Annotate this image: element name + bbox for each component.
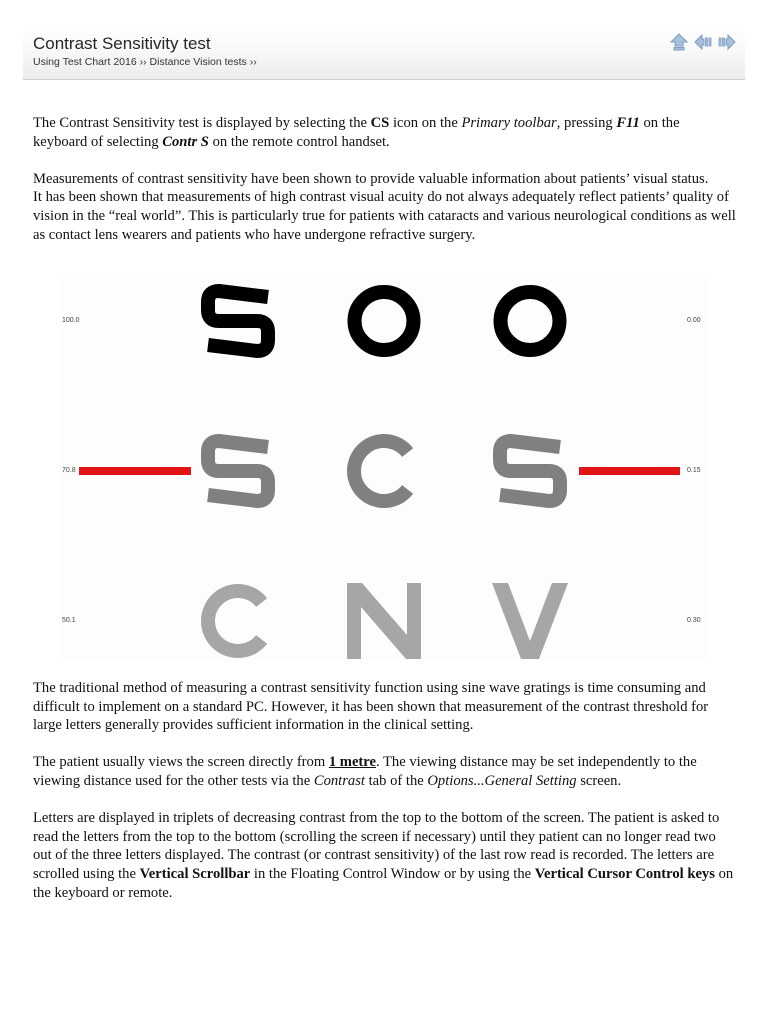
traditional-method-paragraph: The traditional method of measuring a contrast sensitivity function using sine wave gratings is time consuming and difficult to implement on a standard PC. However, it has been shown that measurement of the contrast threshold for large letters generally provides sufficient information in the clinical setting. bbox=[33, 680, 709, 734]
page-title: Contrast Sensitivity test bbox=[33, 34, 211, 53]
contr-s-term: Contr S bbox=[162, 133, 209, 150]
chart-letter-o bbox=[501, 292, 560, 350]
vertical-scrollbar-term: Vertical Scrollbar bbox=[139, 865, 251, 882]
viewing-distance-paragraph: The patient usually views the screen directly from 1 metre. The viewing distance may be set independently to the viewing distance used for the other tests via the Contrast tab of the Options...General Setting screen. bbox=[33, 754, 697, 789]
letters-paragraph: Letters are displayed in triplets of decreasing contrast from the top to the bottom of the screen. The patient is asked to read the letters from the top to the bottom (scrolling the screen if necessary) until they patient can no longer read two out of the three letters displayed. The contrast (or contrast sensitivity) of the last row read is recorded. The letters are scrolled using the Vertical Scrollbar in the Floating Control Window or by using the Vertical Cursor Control keys on the keyboard or remote. bbox=[33, 810, 734, 901]
chart-letter-v bbox=[492, 583, 568, 659]
intro-paragraph: The Contrast Sensitivity test is displayed by selecting the CS icon on the Primary toolbar, pressing F11 on the keyboard of selecting Contr S on the remote control handset. bbox=[33, 115, 680, 150]
row3-percent-label: 50.1 bbox=[62, 617, 76, 624]
topic-header bbox=[23, 28, 745, 80]
previous-icon[interactable] bbox=[694, 33, 712, 51]
chart-letter-o bbox=[355, 292, 414, 350]
topic-navigation bbox=[670, 33, 736, 51]
chart-letter-s bbox=[208, 291, 268, 351]
contrast-chart-graphic bbox=[59, 277, 709, 660]
cs-icon-term: CS bbox=[370, 115, 390, 131]
breadcrumb-link-test-chart[interactable]: Using Test Chart 2016 bbox=[33, 56, 137, 68]
row3-logcs-label: 0.30 bbox=[687, 617, 701, 624]
options-screen-term: Options...General Setting bbox=[427, 772, 577, 789]
measurements-paragraph: Measurements of contrast sensitivity have been shown to provide valuable information about patients’ visual status. bbox=[33, 170, 709, 187]
topic-body-continued bbox=[33, 679, 736, 921]
breadcrumb-separator: ›› bbox=[246, 56, 257, 68]
topic-body bbox=[33, 114, 736, 263]
cursor-keys-term: Vertical Cursor Control keys bbox=[534, 865, 715, 882]
row2-percent-label: 70.8 bbox=[62, 467, 76, 474]
home-icon[interactable] bbox=[670, 33, 688, 51]
primary-toolbar-term: Primary toolbar bbox=[461, 115, 557, 131]
chart-letter-c bbox=[208, 591, 262, 651]
next-icon[interactable] bbox=[718, 33, 736, 51]
f11-key-term: F11 bbox=[616, 115, 640, 131]
distance-term: 1 metre bbox=[328, 754, 376, 771]
chart-letter-c bbox=[354, 441, 408, 501]
row2-logcs-label: 0.15 bbox=[687, 467, 701, 474]
contrast-tab-term: Contrast bbox=[313, 772, 365, 789]
real-world-paragraph: It has been shown that measurements of high contrast visual acuity do not always adequately reflect patients’ quality of vision in the “real world”. This is particularly true for patients with cataracts and various neurological conditions as well as contact lens wearers and patients who have undergone refractive surgery. bbox=[33, 189, 736, 243]
row1-percent-label: 100.0 bbox=[62, 317, 80, 324]
breadcrumb-link-distance-vision[interactable]: Distance Vision tests bbox=[149, 56, 247, 68]
row-marker-left bbox=[79, 467, 191, 475]
row-marker-right bbox=[579, 467, 680, 475]
chart-letter-s bbox=[208, 441, 268, 501]
row1-logcs-label: 0.00 bbox=[687, 317, 701, 324]
contrast-chart bbox=[59, 277, 709, 660]
chart-letter-n bbox=[347, 583, 421, 659]
chart-letter-s bbox=[500, 441, 560, 501]
breadcrumb bbox=[33, 56, 257, 68]
breadcrumb-separator: ›› bbox=[136, 56, 150, 68]
